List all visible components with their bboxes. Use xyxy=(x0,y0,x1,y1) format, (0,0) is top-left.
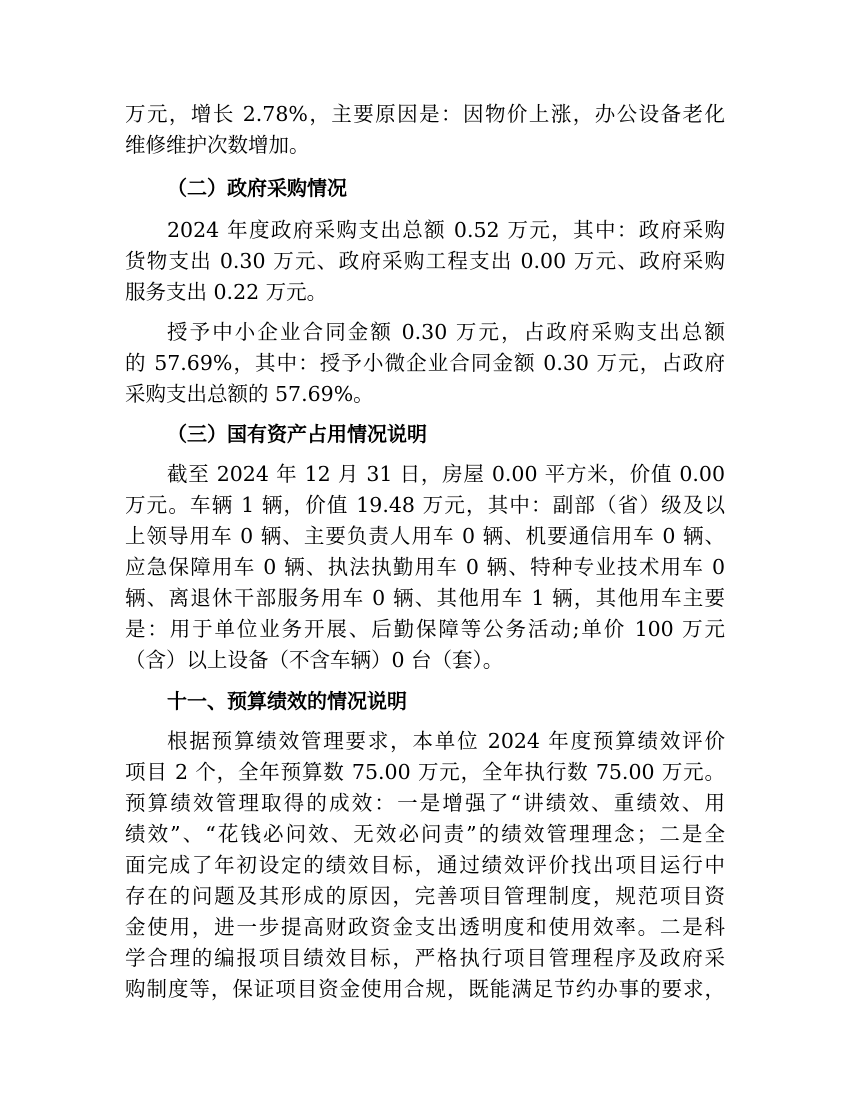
paragraph-line: 存在的问题及其形成的原因，完善项目管理制度，规范项目资 xyxy=(125,884,725,908)
paragraph-line: 授予中小企业合同金额 0.30 万元，占政府采购支出总额 xyxy=(167,320,725,344)
section-heading-procurement: （二）政府采购情况 xyxy=(167,176,347,200)
paragraph-line: 2024 年度政府采购支出总额 0.52 万元，其中：政府采购 xyxy=(167,218,725,242)
paragraph-line: 上领导用车 0 辆、主要负责人用车 0 辆、机要通信用车 0 辆、 xyxy=(125,524,725,548)
paragraph-line: 辆、离退休干部服务用车 0 辆、其他用车 1 辆，其他用车主要 xyxy=(125,586,725,610)
paragraph-line: 项目 2 个，全年预算数 75.00 万元，全年执行数 75.00 万元。 xyxy=(125,760,725,784)
paragraph-line: 是：用于单位业务开展、后勤保障等公务活动;单价 100 万元 xyxy=(125,617,725,641)
paragraph-line: 应急保障用车 0 辆、执法执勤用车 0 辆、特种专业技术用车 0 xyxy=(125,555,725,579)
paragraph-line: 金使用，进一步提高财政资金支出透明度和使用效率。二是科 xyxy=(125,915,725,939)
paragraph-line: 面完成了年初设定的绩效目标，通过绩效评价找出项目运行中 xyxy=(125,853,725,877)
paragraph-line: 的 57.69%，其中：授予小微企业合同金额 0.30 万元，占政府 xyxy=(125,351,725,375)
paragraph-line: 服务支出 0.22 万元。 xyxy=(125,280,328,304)
section-heading-performance: 十一、预算绩效的情况说明 xyxy=(167,689,407,713)
paragraph-line: 预算绩效管理取得的成效：一是增强了“讲绩效、重绩效、用 xyxy=(125,791,725,815)
paragraph-line: 货物支出 0.30 万元、政府采购工程支出 0.00 万元、政府采购 xyxy=(125,249,725,273)
paragraph-line: 学合理的编报项目绩效目标，严格执行项目管理程序及政府采 xyxy=(125,946,725,970)
paragraph-line: 万元，增长 2.78%，主要原因是：因物价上涨，办公设备老化 xyxy=(125,102,725,126)
paragraph-line: 根据预算绩效管理要求，本单位 2024 年度预算绩效评价 xyxy=(167,729,725,753)
paragraph-line: 购制度等，保证项目资金使用合规，既能满足节约办事的要求， xyxy=(125,977,725,1001)
paragraph-line: 采购支出总额的 57.69%。 xyxy=(125,382,374,406)
paragraph-line: 维修维护次数增加。 xyxy=(125,133,310,157)
paragraph-line: （含）以上设备（不含车辆）0 台（套）。 xyxy=(125,648,504,672)
section-heading-state-assets: （三）国有资产占用情况说明 xyxy=(167,422,427,446)
paragraph-line: 万元。车辆 1 辆，价值 19.48 万元，其中：副部（省）级及以 xyxy=(125,493,725,517)
paragraph-line: 绩效”、“花钱必问效、无效必问责”的绩效管理理念；二是全 xyxy=(125,822,725,846)
paragraph-line: 截至 2024 年 12 月 31 日，房屋 0.00 平方米，价值 0.00 xyxy=(167,462,725,486)
